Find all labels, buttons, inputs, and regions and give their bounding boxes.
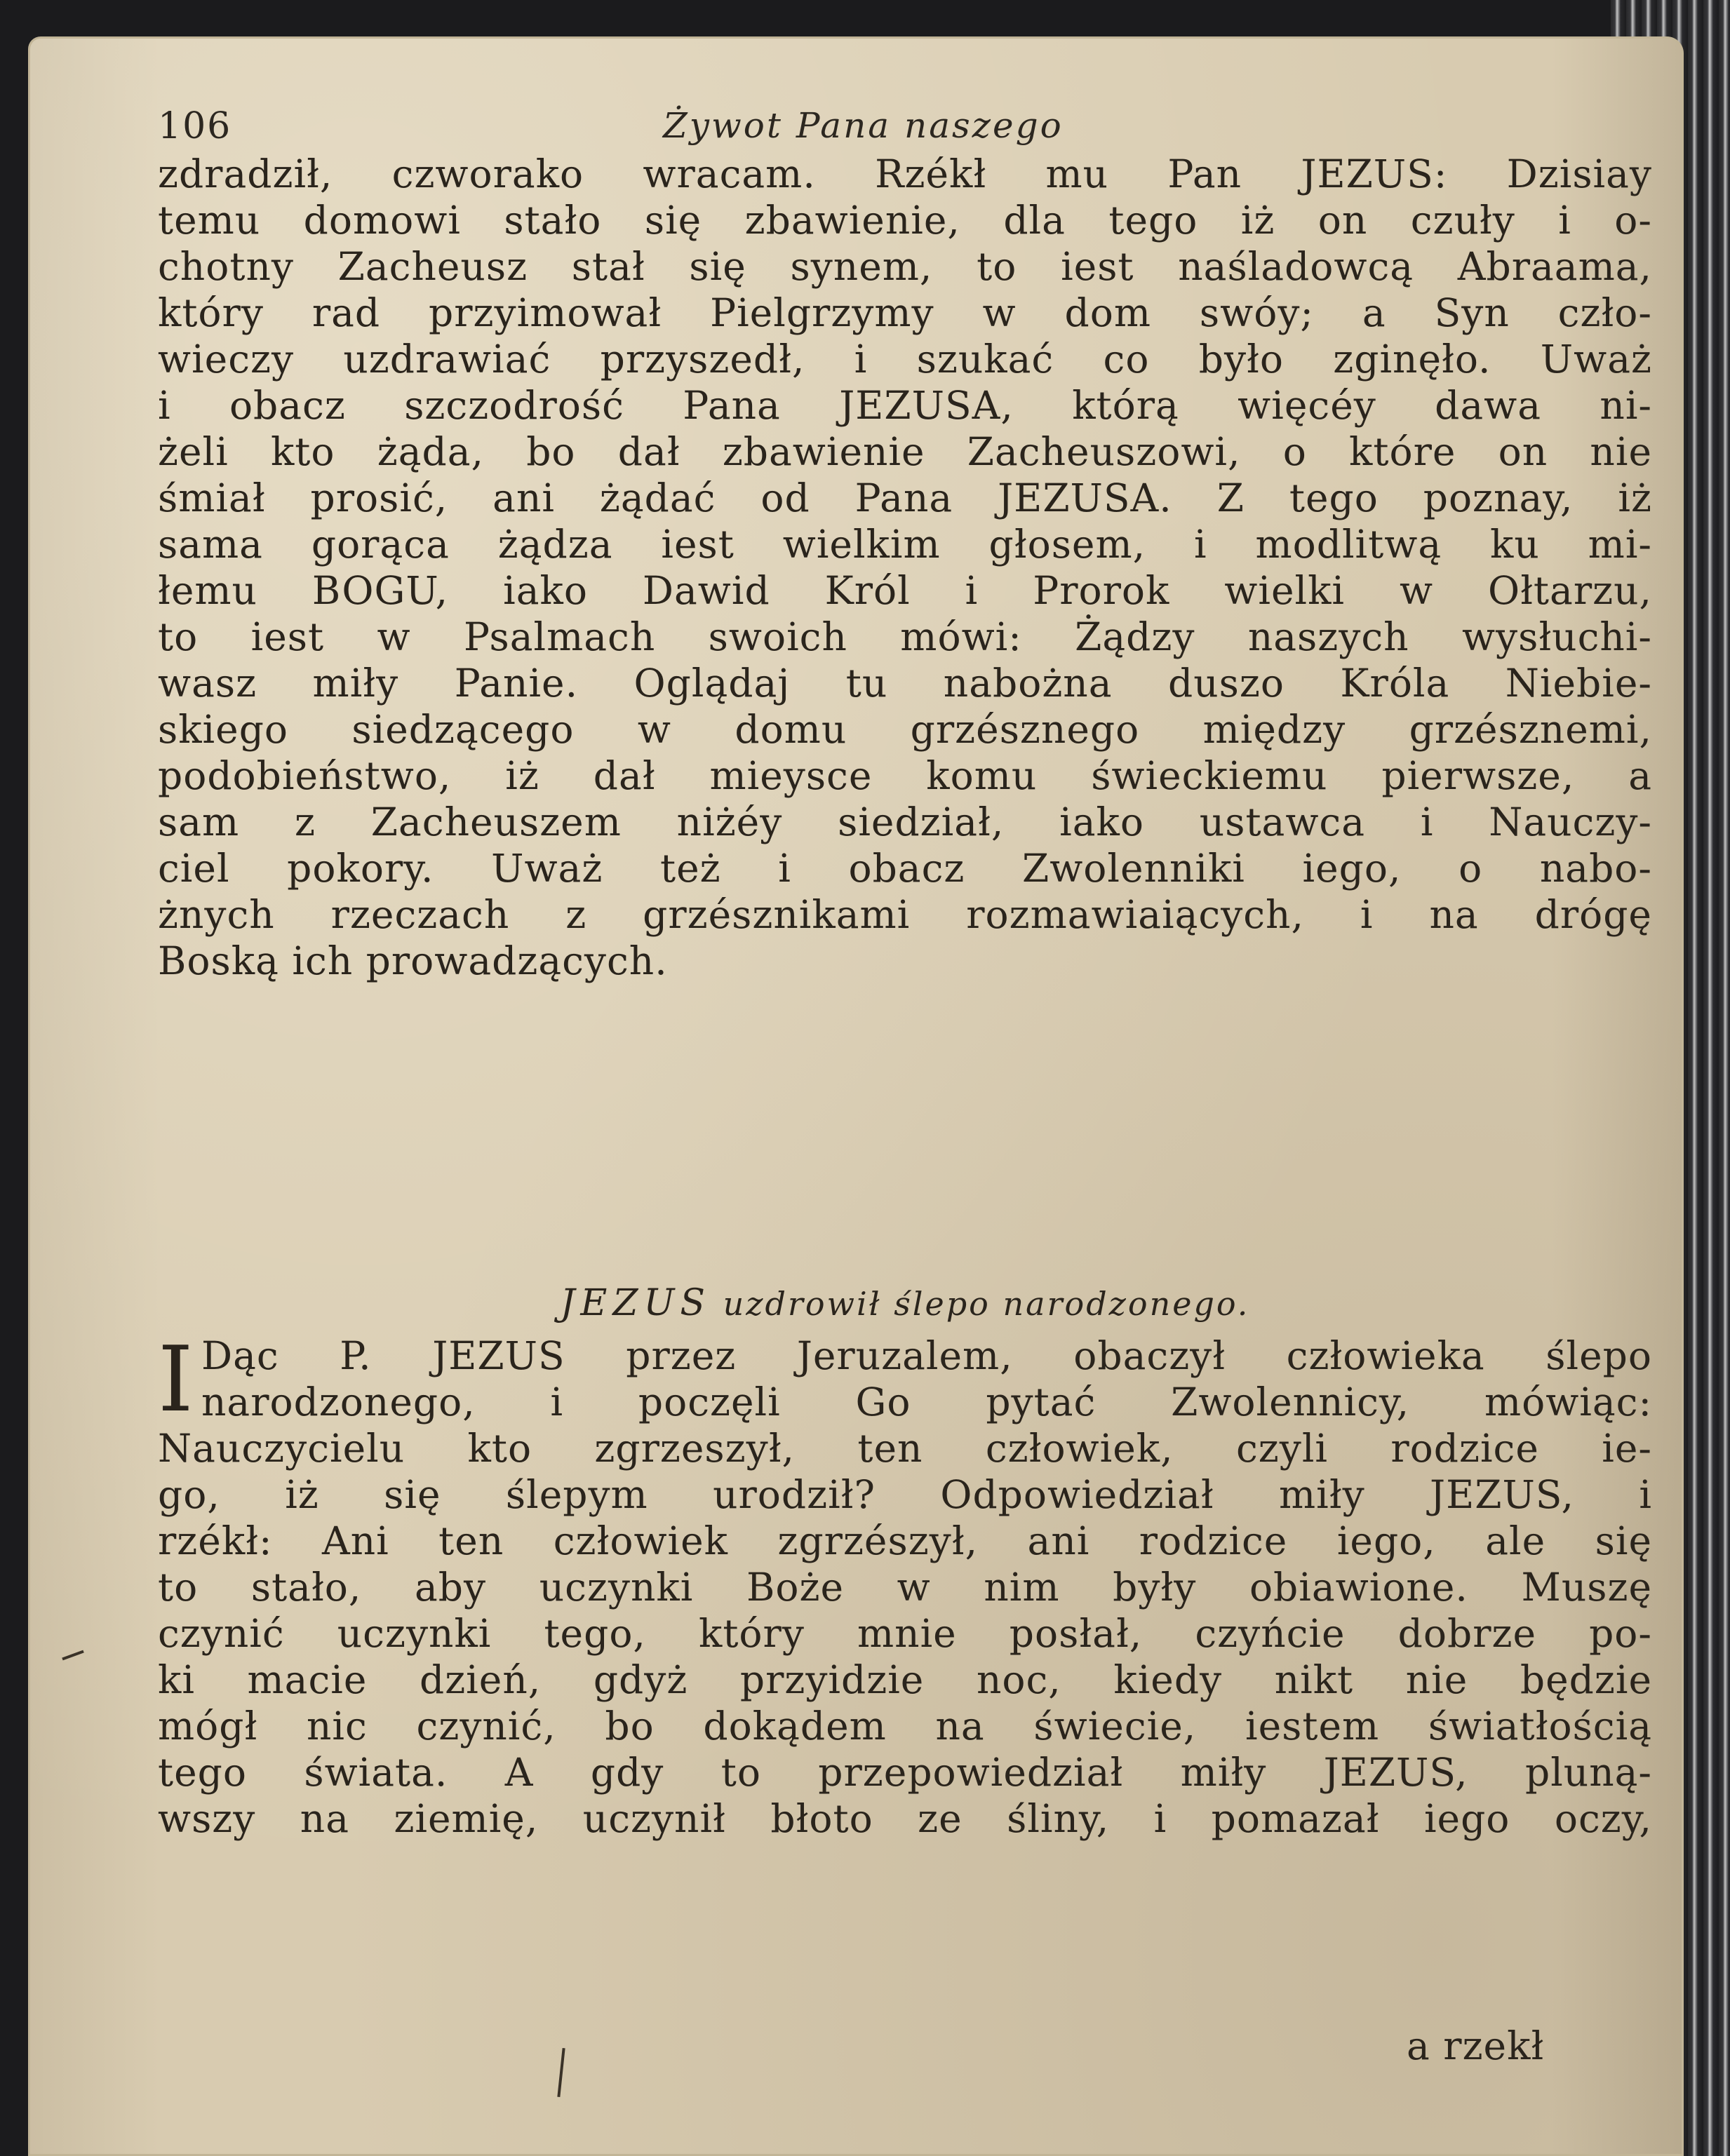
text-line: zdradził, czworako wracam. Rzékł mu Pan JEZUS: Dzisiay: [158, 151, 1652, 196]
text-line: go, iż się ślepym urodził? Odpowiedział miły JEZUS, i: [158, 1472, 1652, 1517]
text-line: czynić uczynki tego, który mnie posłał, czyńcie dobrze po-: [158, 1611, 1652, 1656]
section-title-rest: uzdrowił ślepo narodzonego.: [723, 1285, 1250, 1323]
section-body-text: [158, 1328, 1652, 1842]
text-line: ciel pokory. Uważ też i obacz Zwolenniki iego, o nabo-: [158, 846, 1652, 891]
text-line: Dąc P. JEZUS przez Jeruzalem, obaczył człowieka ślepo: [201, 1333, 1652, 1378]
text-line: mógł nic czynić, bo dokądem na świecie, iestem światłością: [158, 1704, 1652, 1749]
text-line: śmiał prosić, ani żądać od Pana JEZUSA. Z tego poznay, iż: [158, 476, 1652, 520]
body-text: [158, 151, 1652, 984]
text-line: i obacz szczodrość Pana JEZUSA, którą więcéy dawa ni-: [158, 383, 1652, 428]
text-line: wieczy uzdrawiać przyszedł, i szukać co było zginęło. Uważ: [158, 337, 1652, 382]
text-line: skiego siedzącego w domu grzésznego między grzésznemi,: [158, 707, 1652, 752]
text-line: narodzonego, i poczęli Go pytać Zwolennicy, mówiąc:: [201, 1380, 1652, 1424]
text-line: to stało, aby uczynki Boże w nim były obiawione. Muszę: [158, 1565, 1652, 1610]
text-line: temu domowi stało się zbawienie, dla tego iż on czuły i o-: [158, 198, 1652, 243]
text-line: chotny Zacheusz stał się synem, to iest naśladowcą Abraama,: [158, 244, 1652, 289]
page-number: 106: [158, 105, 232, 147]
text-line: rzékł: Ani ten człowiek zgrzészył, ani rodzice iego, ale się: [158, 1518, 1652, 1563]
text-line: wasz miły Panie. Oglądaj tu nabożna duszo Króla Niebie-: [158, 661, 1652, 706]
running-head: Żywot Pana naszego: [663, 105, 1064, 146]
text-line: ki macie dzień, gdyż przyidzie noc, kiedy nikt nie będzie: [158, 1657, 1652, 1702]
text-line: Nauczycielu kto zgrzeszył, ten człowiek, czyli rodzice ie-: [158, 1426, 1652, 1471]
text-line: wszy na ziemię, uczynił błoto ze śliny, i pomazał iego oczy,: [158, 1796, 1652, 1841]
text-line: to iest w Psalmach swoich mówi: Żądzy naszych wysłuchi-: [158, 614, 1652, 659]
text-line: żeli kto żąda, bo dał zbawienie Zacheuszowi, o które on nie: [158, 429, 1652, 474]
text-line: łemu BOGU, iako Dawid Król i Prorok wielki w Ołtarzu,: [158, 568, 1652, 613]
catchword: a rzekł: [1407, 2023, 1545, 2068]
text-line: sam z Zacheuszem niżéy siedział, iako ustawca i Nauczy-: [158, 800, 1652, 844]
text-line: podobieństwo, iż dał mieysce komu świeckiemu pierwsze, a: [158, 753, 1652, 798]
drop-cap: I: [158, 1328, 194, 1432]
section-title: [158, 1282, 1652, 1324]
text-line: sama gorąca żądza iest wielkim głosem, i modlitwą ku mi-: [158, 522, 1652, 567]
text-line: który rad przyimował Pielgrzymy w dom swóy; a Syn czło-: [158, 290, 1652, 335]
text-line: tego świata. A gdy to przepowiedział miły JEZUS, pluną-: [158, 1750, 1652, 1795]
text-line: Boską ich prowadzących.: [158, 938, 668, 983]
page-header: [158, 70, 1645, 147]
section-title-name: JEZUS: [560, 1282, 711, 1324]
text-line: żnych rzeczach z grzésznikami rozmawiaiących, i na drógę: [158, 892, 1652, 937]
